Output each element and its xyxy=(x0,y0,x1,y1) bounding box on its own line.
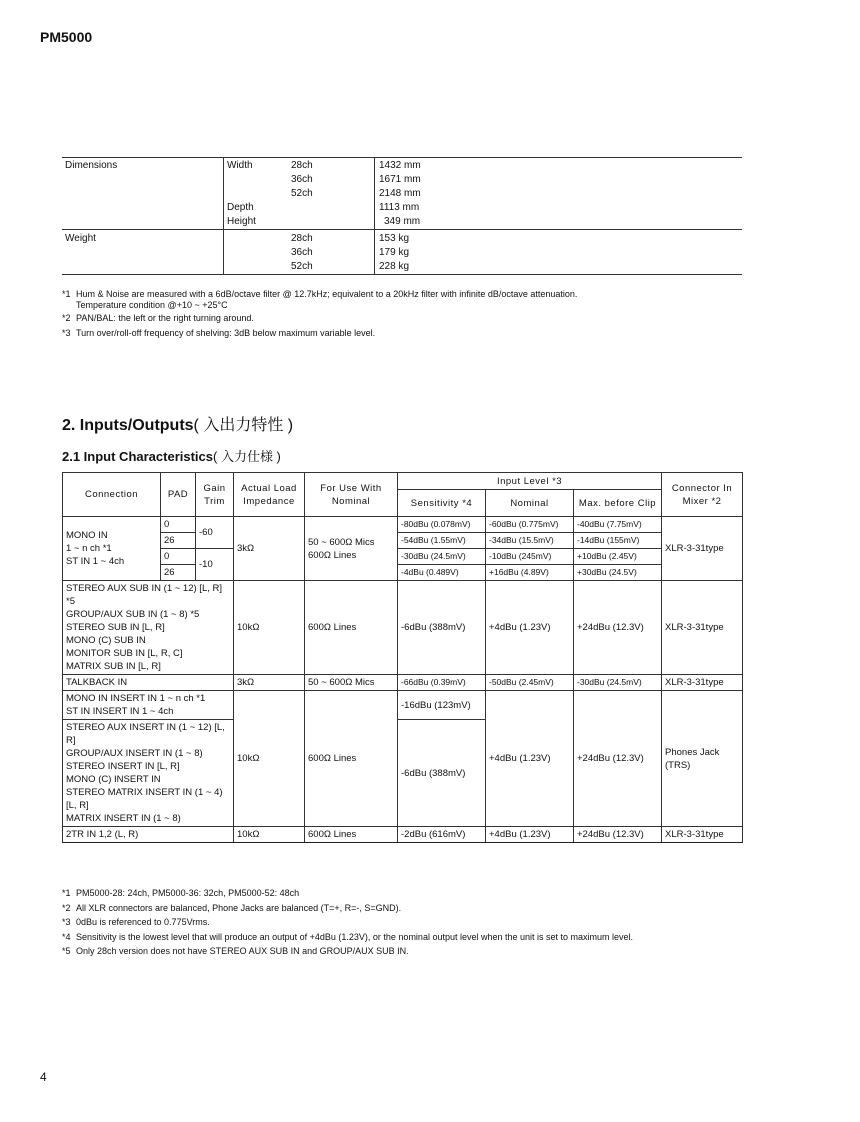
col-input-level: Input Level *3 xyxy=(398,473,662,490)
mono-ch-label: 1 ~ n ch *1 xyxy=(66,543,112,554)
sensitivity-value: -4dBu (0.489V) xyxy=(398,565,486,581)
sensitivity-value: -80dBu (0.078mV) xyxy=(398,517,486,533)
col-connection: Connection xyxy=(63,473,161,517)
pad-value: 0 xyxy=(161,517,196,533)
mono-in-cell xyxy=(63,517,161,581)
col-max-clip: Max. before Clip xyxy=(574,490,662,517)
depth-value: 1113 mm xyxy=(379,202,420,213)
nominal-value: -10dBu (245mV) xyxy=(486,549,574,565)
col-nominal-use: For Use With Nominal xyxy=(305,473,398,517)
footnote: *4 Sensitivity is the lowest level that will produce an output of +4dBu (1.23V), or the nominal output level when the unit is set to maximum level. xyxy=(62,931,634,942)
max-clip-value: -40dBu (7.75mV) xyxy=(574,517,662,533)
use-value: 600Ω Lines xyxy=(305,691,398,827)
height-value: 349 mm xyxy=(384,216,421,227)
footnotes-inputs xyxy=(62,886,633,959)
width-value: 1671 mm xyxy=(379,174,421,185)
connector-value: XLR-3-31type xyxy=(662,517,743,581)
col-impedance: Actual Load Impedance xyxy=(234,473,305,517)
nominal-value: -50dBu (2.45mV) xyxy=(486,675,574,691)
weight-value: 153 kg xyxy=(375,230,743,247)
width-value: 2148 mm xyxy=(379,188,421,199)
width-value: 1432 mm xyxy=(375,158,743,174)
use-value: 600Ω Lines xyxy=(305,581,398,675)
max-clip-value: +30dBu (24.5V) xyxy=(574,565,662,581)
footnote: *2 All XLR connectors are balanced, Phone Jacks are balanced (T=+, R=-, S=GND). xyxy=(62,902,402,913)
2tr-label: 2TR IN 1,2 (L, R) xyxy=(63,827,234,843)
ch-label: 52ch xyxy=(288,187,375,201)
height-label: Height xyxy=(227,216,256,227)
footnote: Temperature condition @+10 ~ +25°C xyxy=(76,300,228,310)
nominal-value: +4dBu (1.23V) xyxy=(486,581,574,675)
sub-in-line: STEREO SUB IN [L, R] xyxy=(66,622,165,633)
col-nominal: Nominal xyxy=(486,490,574,517)
footnote: *2 PAN/BAL: the left or the right turning around. xyxy=(62,313,254,323)
ch-label: 36ch xyxy=(288,173,375,187)
insert-in-cell xyxy=(63,720,234,827)
insert-line: STEREO AUX INSERT IN (1 ~ 12) [L, R] xyxy=(66,722,225,746)
nominal-value: -60dBu (0.775mV) xyxy=(486,517,574,533)
ch-label: 36ch xyxy=(288,246,375,260)
connector-value: Phones Jack (TRS) xyxy=(662,691,743,827)
pad-value: 0 xyxy=(161,549,196,565)
max-clip-value: -14dBu (155mV) xyxy=(574,533,662,549)
col-pad: PAD xyxy=(161,473,196,517)
sensitivity-value: -16dBu (123mV) xyxy=(398,691,486,720)
section-title: 2. Inputs/Outputs( 入出力特性 ) xyxy=(62,417,294,434)
pad-value: 26 xyxy=(161,565,196,581)
impedance-value: 10kΩ xyxy=(234,581,305,675)
max-clip-value: -30dBu (24.5mV) xyxy=(574,675,662,691)
ch-label: 52ch xyxy=(288,260,375,275)
gain-value: -60 xyxy=(196,517,234,549)
use-value: 50 ~ 600Ω Mics 600Ω Lines xyxy=(305,517,398,581)
impedance-value: 3kΩ xyxy=(234,517,305,581)
sub-in-cell xyxy=(63,581,234,675)
sensitivity-value: -30dBu (24.5mV) xyxy=(398,549,486,565)
sensitivity-value: -54dBu (1.55mV) xyxy=(398,533,486,549)
col-sensitivity: Sensitivity *4 xyxy=(398,490,486,517)
dimensions-table xyxy=(62,157,742,275)
sub-in-line: GROUP/AUX SUB IN (1 ~ 8) *5 xyxy=(66,609,200,620)
max-clip-value: +10dBu (2.45V) xyxy=(574,549,662,565)
insert-line: STEREO INSERT IN [L, R] xyxy=(66,761,180,772)
max-clip-value: +24dBu (12.3V) xyxy=(574,581,662,675)
connector-value: XLR-3-31type xyxy=(662,827,743,843)
sensitivity-value: -6dBu (388mV) xyxy=(398,720,486,827)
subsection-title: 2.1 Input Characteristics( 入力仕様 ) xyxy=(62,449,281,464)
use-value: 50 ~ 600Ω Mics xyxy=(305,675,398,691)
sub-in-line: MONITOR SUB IN [L, R, C] xyxy=(66,648,183,659)
mono-in-label: MONO IN xyxy=(66,530,108,541)
width-label: Width xyxy=(224,158,289,174)
weight-value: 228 kg xyxy=(375,260,743,275)
pad-value: 26 xyxy=(161,533,196,549)
gain-value: -10 xyxy=(196,549,234,581)
sub-in-line: MATRIX SUB IN [L, R] xyxy=(66,661,161,672)
dimensions-label: Dimensions xyxy=(62,158,224,174)
nominal-value: -34dBu (15.5mV) xyxy=(486,533,574,549)
sub-in-line: STEREO AUX SUB IN (1 ~ 12) [L, R] *5 xyxy=(66,583,223,607)
sensitivity-value: -2dBu (616mV) xyxy=(398,827,486,843)
ch-label: 28ch xyxy=(288,230,375,247)
input-characteristics-table xyxy=(62,472,743,843)
st-in-label: ST IN 1 ~ 4ch xyxy=(66,556,125,567)
connector-value: XLR-3-31type xyxy=(662,581,743,675)
footnote: *1 PM5000-28: 24ch, PM5000-36: 32ch, PM5000-52: 48ch xyxy=(62,888,300,898)
use-value: 600Ω Lines xyxy=(305,827,398,843)
insert-line: ST IN INSERT IN 1 ~ 4ch xyxy=(66,706,174,717)
connector-value: XLR-3-31type xyxy=(662,675,743,691)
talkback-label: TALKBACK IN xyxy=(63,675,234,691)
impedance-value: 3kΩ xyxy=(234,675,305,691)
footnote: *5 Only 28ch version does not have STEREO AUX SUB IN and GROUP/AUX SUB IN. xyxy=(62,946,409,956)
model-header: PM5000 xyxy=(40,29,93,45)
nominal-value: +4dBu (1.23V) xyxy=(486,827,574,843)
insert-line: GROUP/AUX INSERT IN (1 ~ 8) xyxy=(66,748,203,759)
impedance-value: 10kΩ xyxy=(234,691,305,827)
insert-line: STEREO MATRIX INSERT IN (1 ~ 4) [L, R] xyxy=(66,787,223,811)
impedance-value: 10kΩ xyxy=(234,827,305,843)
footnotes-dimensions xyxy=(62,288,577,340)
footnote: *3 Turn over/roll-off frequency of shelving: 3dB below maximum variable level. xyxy=(62,328,376,338)
weight-value: 179 kg xyxy=(379,247,410,258)
max-clip-value: +24dBu (12.3V) xyxy=(574,691,662,827)
insert-line: MONO (C) INSERT IN xyxy=(66,774,161,785)
sub-in-line: MONO (C) SUB IN xyxy=(66,635,146,646)
col-gain-trim: Gain Trim xyxy=(196,473,234,517)
insert-line: MONO IN INSERT IN 1 ~ n ch *1 xyxy=(66,693,206,704)
page-number: 4 xyxy=(40,1070,47,1084)
nominal-value: +16dBu (4.89V) xyxy=(486,565,574,581)
footnote: *3 0dBu is referenced to 0.775Vrms. xyxy=(62,917,210,927)
sensitivity-value: -66dBu (0.39mV) xyxy=(398,675,486,691)
depth-label: Depth xyxy=(227,202,254,213)
insert-in-cell xyxy=(63,691,234,720)
insert-line: MATRIX INSERT IN (1 ~ 8) xyxy=(66,813,181,824)
weight-label: Weight xyxy=(62,230,224,247)
footnote: *1 Hum & Noise are measured with a 6dB/octave filter @ 12.7kHz; equivalent to a 20kHz filter with infinite dB/octave attenuation. xyxy=(62,289,578,299)
ch-label: 28ch xyxy=(288,158,375,174)
nominal-value: +4dBu (1.23V) xyxy=(486,691,574,827)
col-connector: Connector In Mixer *2 xyxy=(662,473,743,517)
sensitivity-value: -6dBu (388mV) xyxy=(398,581,486,675)
max-clip-value: +24dBu (12.3V) xyxy=(574,827,662,843)
